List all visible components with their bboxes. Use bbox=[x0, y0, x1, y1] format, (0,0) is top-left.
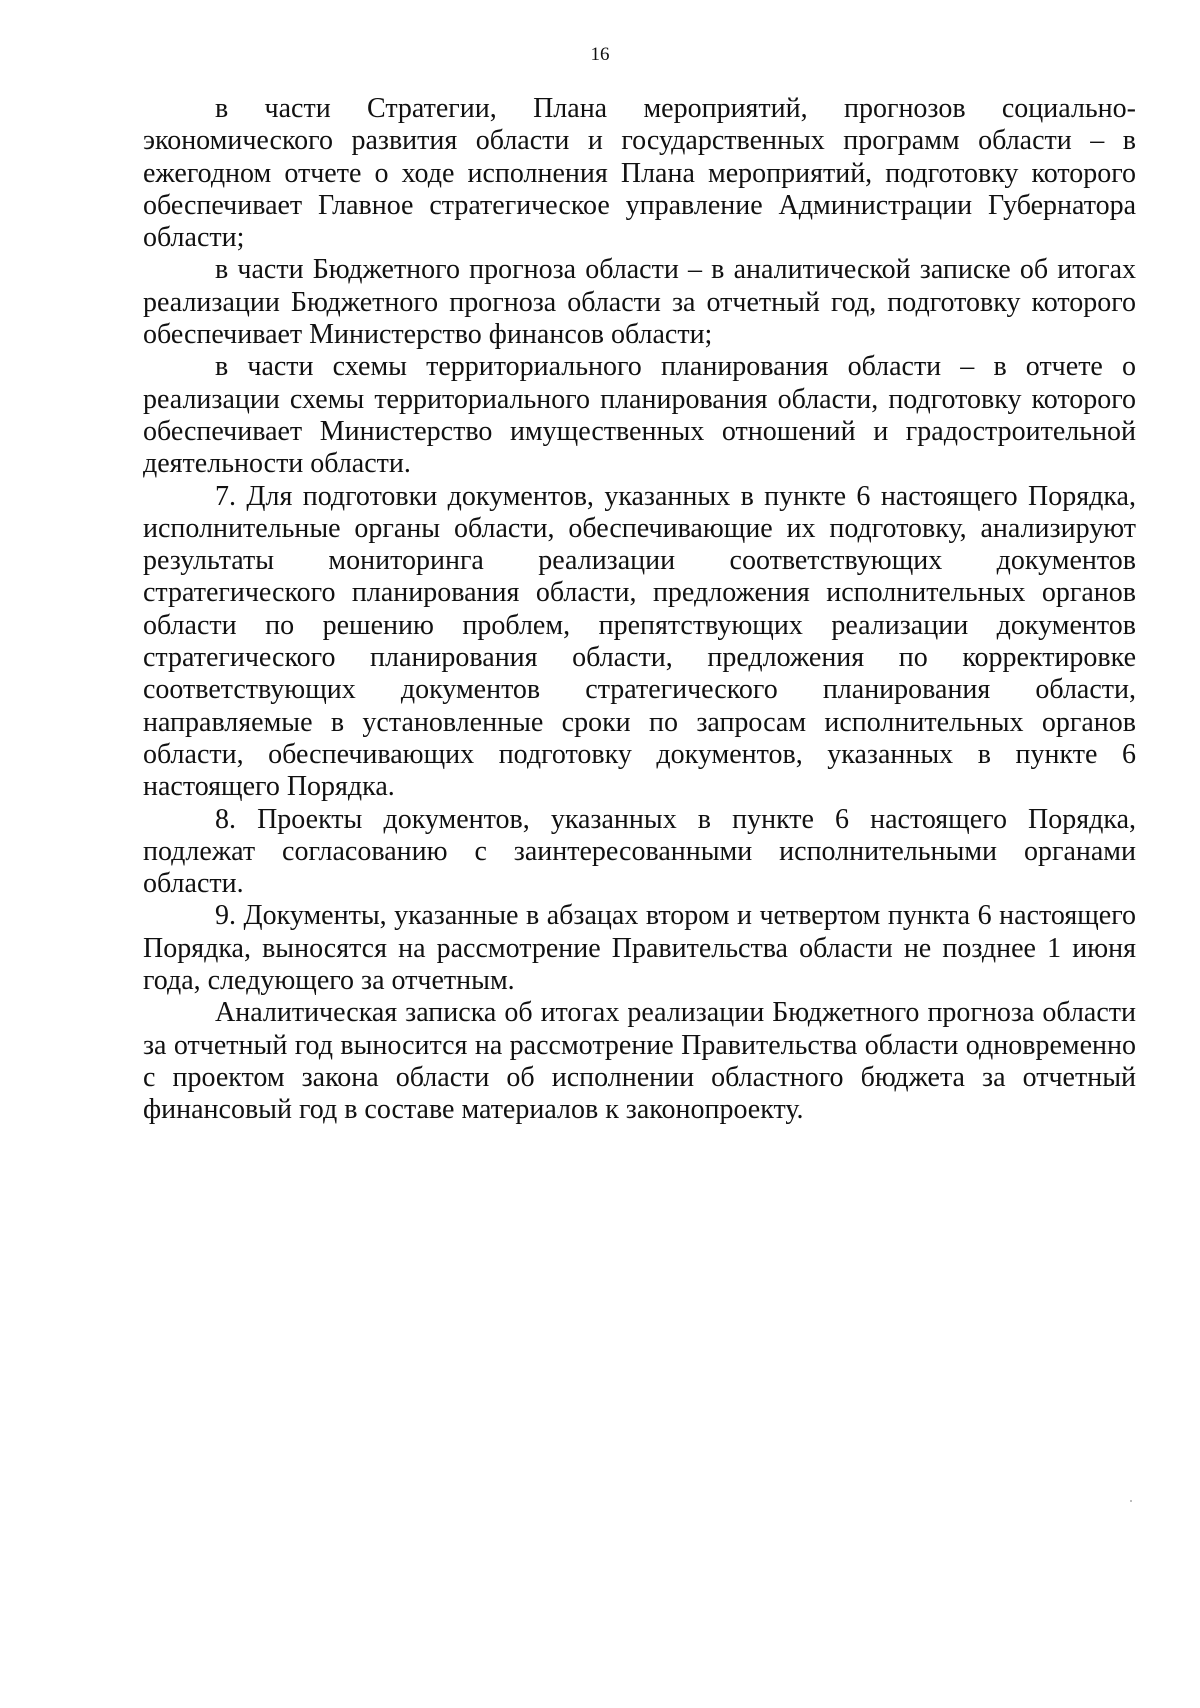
paragraph-item-8: 8. Проекты документов, указанных в пункте 6 настоящего Порядка, подлежат согласованию с заинтересованными исполнительными органами области. bbox=[143, 803, 1136, 900]
paragraph-budget-forecast-report: в части Бюджетного прогноза области – в аналитической записке об итогах реализации Бюджетного прогноза области за отчетный год, подготовку которого обеспечивает Министерство финансов области; bbox=[143, 254, 1136, 351]
paragraph-strategy-report: в части Стратегии, Плана мероприятий, прогнозов социально-экономического развития области и государственных программ области – в ежегодном отчете о ходе исполнения Плана мероприятий, подготовку которого обеспечивает Главное стратегическое управление Администрации Губернатора области; bbox=[143, 93, 1136, 254]
paragraph-item-7: 7. Для подготовки документов, указанных в пункте 6 настоящего Порядка, исполнительные органы области, обеспечивающие их подготовку, анализируют результаты мониторинга реализации соответствующих документов стратегического планирования области, предложения исполнительных органов области по решению проблем, препятствующих реализации документов стратегического планирования области, предложения по корректировке соответствующих документов стратегического планирования области, направляемые в установленные сроки по запросам исполнительных органов области, обеспечивающих подготовку документов, указанных в пункте 6 настоящего Порядка. bbox=[143, 480, 1136, 803]
paragraph-item-9: 9. Документы, указанные в абзацах втором и четвертом пункта 6 настоящего Порядка, выносятся на рассмотрение Правительства области не позднее 1 июня года, следующего за отчетным. bbox=[143, 900, 1136, 997]
paragraph-territorial-planning-report: в части схемы территориального планирования области – в отчете о реализации схемы территориального планирования области, подготовку которого обеспечивает Министерство имущественных отношений и градостроительной деятельности области. bbox=[143, 351, 1136, 480]
page-number: 16 bbox=[590, 44, 610, 65]
scan-speck bbox=[1130, 1500, 1132, 1502]
paragraph-analytical-note: Аналитическая записка об итогах реализации Бюджетного прогноза области за отчетный год выносится на рассмотрение Правительства области одновременно с проектом закона области об исполнении областного бюджета за отчетный финансовый год в составе материалов к законопроекту. bbox=[143, 997, 1136, 1126]
document-body bbox=[143, 93, 1136, 1127]
